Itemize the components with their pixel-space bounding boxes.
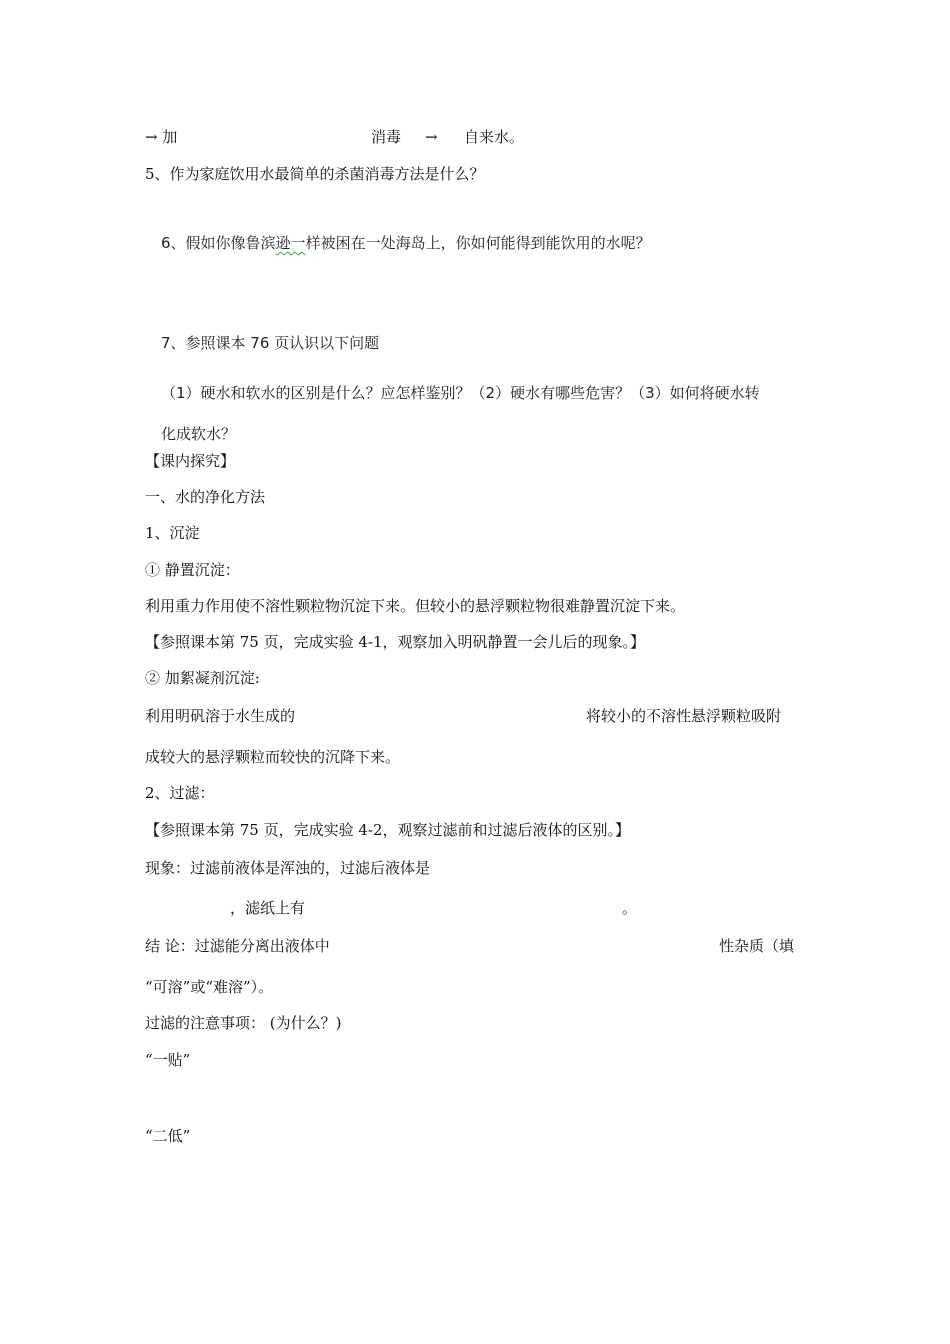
text-filter-paper: ，滤纸上有 (230, 899, 306, 917)
question-7-sub: （1）硬水和软水的区别是什么？应怎样鉴别？（2）硬水有哪些危害？（3）如何将硬水转 (161, 384, 760, 402)
line-arrow-add: → 加 (145, 128, 178, 146)
question-6-spellcheck: 逊一 (275, 234, 306, 252)
text-static-sedimentation: 利用重力作用使不溶性颗粒物沉淀下来。但较小的悬浮颗粒物很难静置沉淀下来。 (145, 597, 686, 615)
text-alum-b: 将较小的不溶性悬浮颗粒吸附 (586, 707, 782, 725)
text-conclusion-b: 性杂质（填 (719, 937, 795, 955)
reference-experiment-4-1: 【参照课本第 75 页，完成实验 4-1，观察加入明矾静置一会儿后的现象。】 (145, 633, 646, 651)
text-filtration-notes: 过滤的注意事项： (为什么？) (145, 1014, 342, 1032)
heading-sedimentation: 1、沉淀 (145, 524, 200, 542)
text-two-low: “二低” (145, 1127, 191, 1145)
reference-experiment-4-2: 【参照课本第 75 页，完成实验 4-2，观察过滤前和过滤后液体的区别。】 (145, 821, 631, 839)
line-arrow: → (425, 128, 438, 146)
heading-purification: 一、水的净化方法 (145, 488, 266, 506)
question-6-pre: 6、假如你像鲁滨 (161, 234, 276, 252)
text-filter-paper-end: 。 (622, 899, 638, 917)
heading-static-sedimentation: ① 静置沉淀： (145, 561, 240, 579)
text-alum-cont: 成较大的悬浮颗粒而较快的沉降下来。 (145, 748, 401, 766)
question-6 (161, 233, 651, 253)
text-alum-a: 利用明矾溶于水生成的 (145, 707, 296, 725)
question-7-sub-cont: 化成软水？ (161, 425, 237, 443)
question-5: 5、作为家庭饮用水最简单的杀菌消毒方法是什么？ (145, 165, 485, 183)
text-conclusion-a: 结 论：过滤能分离出液体中 (145, 937, 330, 955)
line-tap-water: 自来水。 (464, 128, 525, 146)
text-conclusion-cont: “可溶”或“难溶”）。 (145, 978, 274, 996)
heading-flocculant: ② 加絮凝剂沉淀: (145, 669, 260, 687)
line-disinfect: 消毒 (371, 128, 402, 146)
section-heading: 【课内探究】 (145, 452, 236, 470)
heading-filtration: 2、过滤： (145, 784, 215, 802)
text-one-stick: “一贴” (145, 1051, 191, 1069)
question-7: 7、参照课本 76 页认识以下问题 (161, 334, 380, 352)
text-phenomenon: 现象：过滤前液体是浑浊的，过滤后液体是 (145, 859, 431, 877)
question-6-post: 样被困在一处海岛上，你如何能得到能饮用的水呢？ (305, 234, 651, 252)
